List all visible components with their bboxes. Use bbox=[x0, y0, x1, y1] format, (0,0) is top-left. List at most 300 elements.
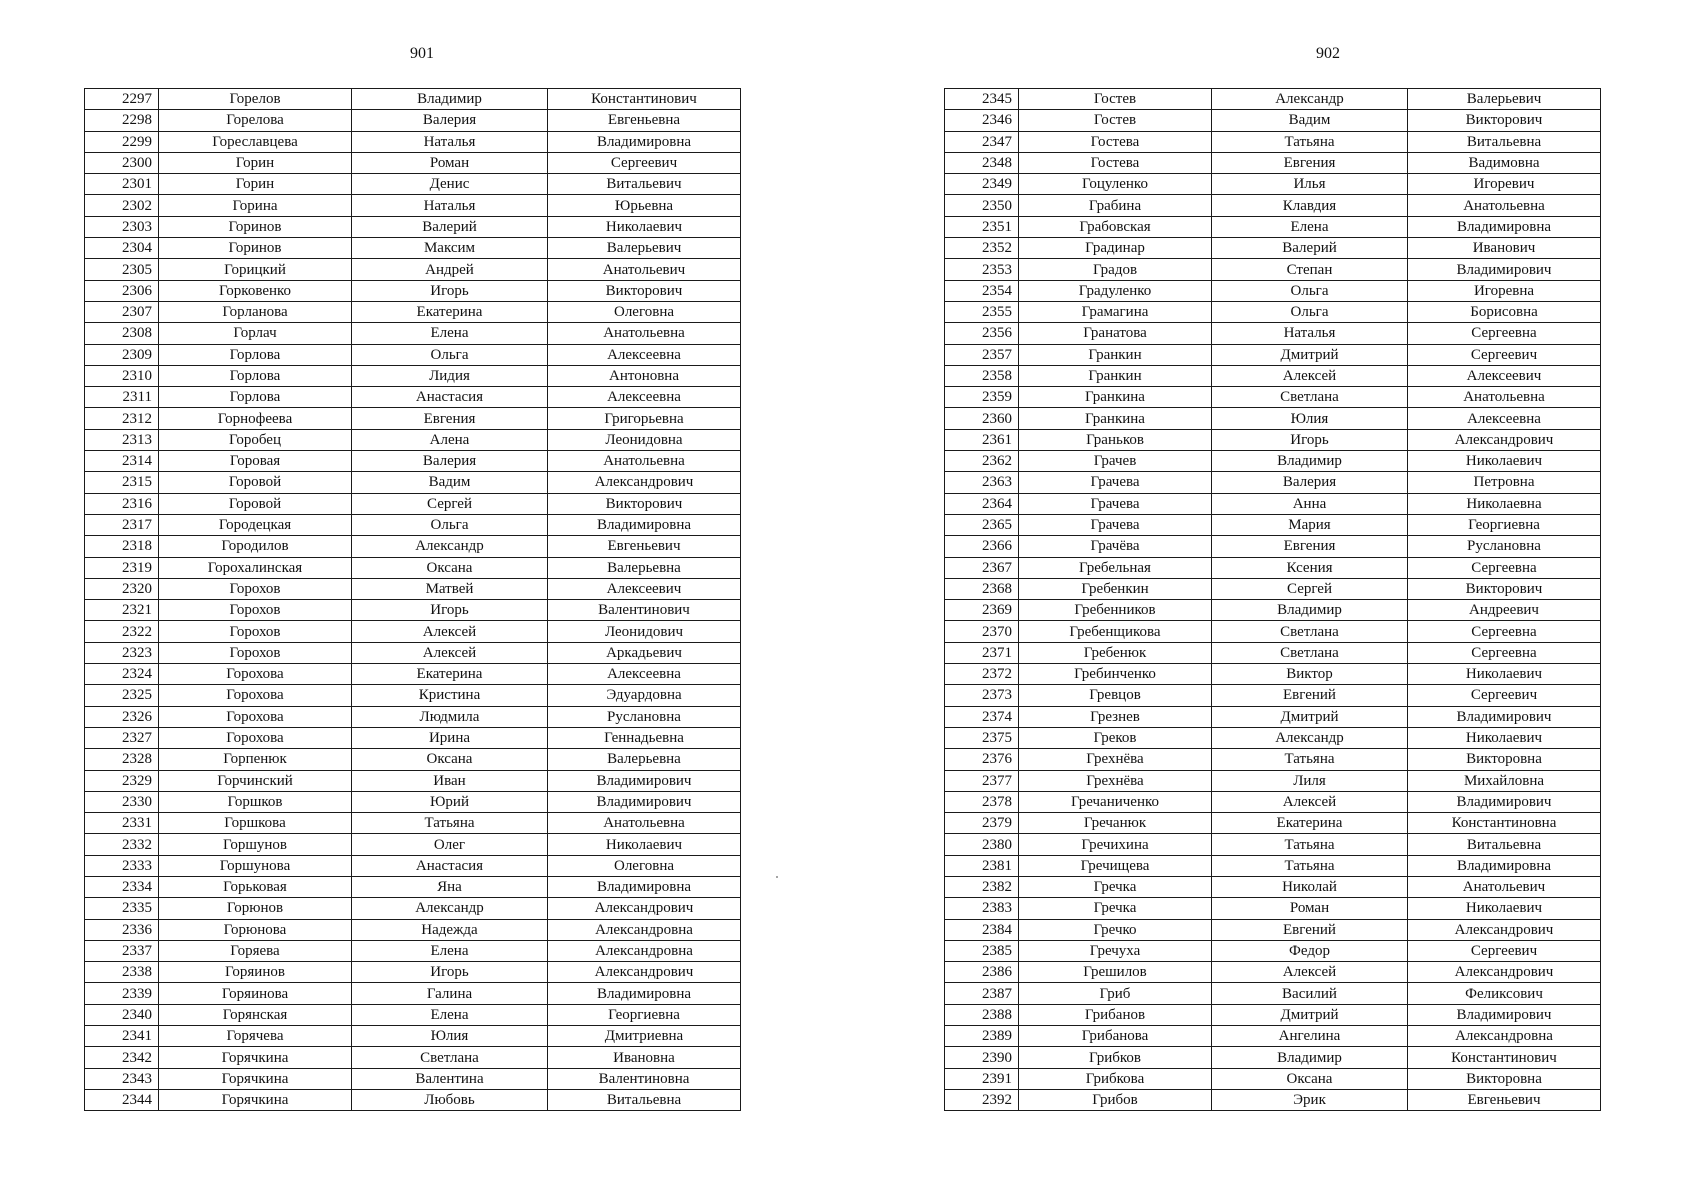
cell-patronymic: Алексеевна bbox=[548, 664, 741, 685]
table-row bbox=[945, 1068, 1601, 1089]
cell-patronymic: Владимировна bbox=[548, 514, 741, 535]
cell-surname: Горянская bbox=[159, 1004, 352, 1025]
table-row bbox=[85, 855, 741, 876]
cell-surname: Грабовская bbox=[1019, 216, 1212, 237]
cell-patronymic: Анатольевна bbox=[1408, 387, 1601, 408]
cell-patronymic: Руслановна bbox=[1408, 536, 1601, 557]
cell-number: 2373 bbox=[945, 685, 1019, 706]
cell-surname: Горохова bbox=[159, 664, 352, 685]
cell-surname: Горчинский bbox=[159, 770, 352, 791]
cell-first-name: Юлия bbox=[352, 1026, 548, 1047]
table-row bbox=[945, 110, 1601, 131]
cell-patronymic: Владимировна bbox=[1408, 216, 1601, 237]
cell-number: 2380 bbox=[945, 834, 1019, 855]
cell-patronymic: Руслановна bbox=[548, 706, 741, 727]
cell-number: 2389 bbox=[945, 1026, 1019, 1047]
cell-first-name: Оксана bbox=[352, 557, 548, 578]
cell-number: 2304 bbox=[85, 238, 159, 259]
cell-first-name: Степан bbox=[1212, 259, 1408, 280]
cell-number: 2339 bbox=[85, 983, 159, 1004]
table-row bbox=[945, 429, 1601, 450]
cell-first-name: Татьяна bbox=[1212, 834, 1408, 855]
cell-patronymic: Ивановна bbox=[548, 1047, 741, 1068]
cell-number: 2381 bbox=[945, 855, 1019, 876]
table-row bbox=[85, 600, 741, 621]
cell-first-name: Кристина bbox=[352, 685, 548, 706]
cell-patronymic: Георгиевна bbox=[1408, 514, 1601, 535]
cell-number: 2298 bbox=[85, 110, 159, 131]
table-row bbox=[945, 514, 1601, 535]
table-row bbox=[85, 195, 741, 216]
cell-number: 2314 bbox=[85, 451, 159, 472]
table-row bbox=[945, 876, 1601, 897]
cell-first-name: Игорь bbox=[352, 962, 548, 983]
cell-surname: Гребельная bbox=[1019, 557, 1212, 578]
cell-surname: Гребинченко bbox=[1019, 664, 1212, 685]
cell-number: 2321 bbox=[85, 600, 159, 621]
table-row bbox=[945, 791, 1601, 812]
table-row bbox=[85, 1068, 741, 1089]
cell-first-name: Ольга bbox=[352, 344, 548, 365]
cell-patronymic: Анатольевич bbox=[1408, 876, 1601, 897]
cell-patronymic: Константиновна bbox=[1408, 813, 1601, 834]
table-row bbox=[945, 451, 1601, 472]
cell-first-name: Светлана bbox=[352, 1047, 548, 1068]
cell-surname: Горохов bbox=[159, 621, 352, 642]
cell-first-name: Александр bbox=[352, 536, 548, 557]
cell-patronymic: Владимировна bbox=[1408, 855, 1601, 876]
cell-patronymic: Сергеевич bbox=[1408, 940, 1601, 961]
cell-surname: Грибанова bbox=[1019, 1026, 1212, 1047]
table-row bbox=[85, 685, 741, 706]
cell-patronymic: Александровна bbox=[548, 919, 741, 940]
table-row bbox=[85, 514, 741, 535]
cell-number: 2356 bbox=[945, 323, 1019, 344]
cell-first-name: Анастасия bbox=[352, 387, 548, 408]
cell-patronymic: Владимировна bbox=[548, 131, 741, 152]
cell-number: 2334 bbox=[85, 876, 159, 897]
cell-surname: Граньков bbox=[1019, 429, 1212, 450]
cell-patronymic: Александрович bbox=[548, 962, 741, 983]
cell-patronymic: Сергеевич bbox=[548, 152, 741, 173]
cell-first-name: Николай bbox=[1212, 876, 1408, 897]
cell-number: 2325 bbox=[85, 685, 159, 706]
cell-number: 2330 bbox=[85, 791, 159, 812]
cell-number: 2320 bbox=[85, 578, 159, 599]
cell-patronymic: Эдуардовна bbox=[548, 685, 741, 706]
table-row bbox=[945, 323, 1601, 344]
cell-number: 2303 bbox=[85, 216, 159, 237]
cell-patronymic: Леонидовна bbox=[548, 429, 741, 450]
cell-patronymic: Антоновна bbox=[548, 365, 741, 386]
table-row bbox=[85, 621, 741, 642]
cell-surname: Гостев bbox=[1019, 89, 1212, 110]
cell-surname: Гречихина bbox=[1019, 834, 1212, 855]
cell-first-name: Александр bbox=[352, 898, 548, 919]
cell-surname: Горланова bbox=[159, 301, 352, 322]
cell-number: 2335 bbox=[85, 898, 159, 919]
cell-patronymic: Александрович bbox=[548, 472, 741, 493]
cell-patronymic: Сергеевич bbox=[1408, 685, 1601, 706]
table-row bbox=[85, 876, 741, 897]
cell-first-name: Ксения bbox=[1212, 557, 1408, 578]
cell-surname: Горшунова bbox=[159, 855, 352, 876]
table-row bbox=[945, 131, 1601, 152]
cell-patronymic: Игоревна bbox=[1408, 280, 1601, 301]
cell-surname: Градинар bbox=[1019, 238, 1212, 259]
table-row bbox=[945, 408, 1601, 429]
cell-patronymic: Анатольевна bbox=[548, 813, 741, 834]
cell-first-name: Евгений bbox=[1212, 685, 1408, 706]
cell-first-name: Наталья bbox=[1212, 323, 1408, 344]
cell-number: 2331 bbox=[85, 813, 159, 834]
cell-first-name: Яна bbox=[352, 876, 548, 897]
roster-table bbox=[944, 88, 1601, 1111]
cell-patronymic: Сергеевна bbox=[1408, 621, 1601, 642]
cell-surname: Городецкая bbox=[159, 514, 352, 535]
cell-first-name: Елена bbox=[1212, 216, 1408, 237]
cell-patronymic: Евгеньевич bbox=[1408, 1089, 1601, 1110]
cell-patronymic: Александрович bbox=[1408, 962, 1601, 983]
table-row bbox=[945, 1004, 1601, 1025]
cell-number: 2300 bbox=[85, 152, 159, 173]
cell-first-name: Евгения bbox=[1212, 536, 1408, 557]
cell-number: 2355 bbox=[945, 301, 1019, 322]
cell-first-name: Оксана bbox=[1212, 1068, 1408, 1089]
cell-surname: Горшунов bbox=[159, 834, 352, 855]
cell-first-name: Татьяна bbox=[352, 813, 548, 834]
table-row bbox=[85, 110, 741, 131]
cell-patronymic: Николаевич bbox=[1408, 664, 1601, 685]
cell-surname: Горшкова bbox=[159, 813, 352, 834]
table-row bbox=[945, 855, 1601, 876]
cell-patronymic: Владимирович bbox=[1408, 791, 1601, 812]
cell-patronymic: Игоревич bbox=[1408, 174, 1601, 195]
cell-number: 2344 bbox=[85, 1089, 159, 1110]
table-row bbox=[85, 89, 741, 110]
cell-patronymic: Валентинович bbox=[548, 600, 741, 621]
table-row bbox=[85, 408, 741, 429]
cell-number: 2388 bbox=[945, 1004, 1019, 1025]
cell-surname: Горпенюк bbox=[159, 749, 352, 770]
table-row bbox=[945, 983, 1601, 1004]
cell-number: 2358 bbox=[945, 365, 1019, 386]
cell-patronymic: Николаевич bbox=[548, 216, 741, 237]
cell-surname: Грачёва bbox=[1019, 536, 1212, 557]
cell-surname: Горохов bbox=[159, 578, 352, 599]
cell-number: 2316 bbox=[85, 493, 159, 514]
cell-patronymic: Александрович bbox=[1408, 919, 1601, 940]
cell-number: 2308 bbox=[85, 323, 159, 344]
cell-first-name: Александр bbox=[1212, 727, 1408, 748]
cell-first-name: Валерия bbox=[352, 110, 548, 131]
table-row bbox=[85, 472, 741, 493]
cell-surname: Горлова bbox=[159, 387, 352, 408]
cell-surname: Горячкина bbox=[159, 1047, 352, 1068]
cell-patronymic: Валентиновна bbox=[548, 1068, 741, 1089]
cell-first-name: Юлия bbox=[1212, 408, 1408, 429]
cell-surname: Горовая bbox=[159, 451, 352, 472]
cell-number: 2376 bbox=[945, 749, 1019, 770]
cell-first-name: Василий bbox=[1212, 983, 1408, 1004]
cell-number: 2341 bbox=[85, 1026, 159, 1047]
cell-surname: Грешилов bbox=[1019, 962, 1212, 983]
cell-number: 2351 bbox=[945, 216, 1019, 237]
cell-patronymic: Викторович bbox=[548, 280, 741, 301]
cell-surname: Гранкин bbox=[1019, 365, 1212, 386]
cell-number: 2369 bbox=[945, 600, 1019, 621]
cell-patronymic: Валерьевич bbox=[548, 238, 741, 259]
cell-surname: Грибов bbox=[1019, 1089, 1212, 1110]
cell-first-name: Клавдия bbox=[1212, 195, 1408, 216]
table-row bbox=[85, 1004, 741, 1025]
cell-number: 2338 bbox=[85, 962, 159, 983]
cell-surname: Гранкина bbox=[1019, 408, 1212, 429]
cell-first-name: Юрий bbox=[352, 791, 548, 812]
cell-first-name: Наталья bbox=[352, 195, 548, 216]
cell-first-name: Ольга bbox=[1212, 301, 1408, 322]
cell-first-name: Дмитрий bbox=[1212, 1004, 1408, 1025]
cell-number: 2390 bbox=[945, 1047, 1019, 1068]
table-row bbox=[85, 813, 741, 834]
cell-surname: Гречка bbox=[1019, 876, 1212, 897]
table-row bbox=[85, 216, 741, 237]
cell-first-name: Игорь bbox=[352, 600, 548, 621]
cell-surname: Греков bbox=[1019, 727, 1212, 748]
cell-patronymic: Григорьевна bbox=[548, 408, 741, 429]
table-row bbox=[945, 621, 1601, 642]
cell-first-name: Мария bbox=[1212, 514, 1408, 535]
cell-surname: Гребенников bbox=[1019, 600, 1212, 621]
table-row bbox=[945, 344, 1601, 365]
page-number: 901 bbox=[410, 45, 434, 62]
cell-first-name: Алексей bbox=[1212, 962, 1408, 983]
cell-first-name: Татьяна bbox=[1212, 749, 1408, 770]
cell-number: 2357 bbox=[945, 344, 1019, 365]
cell-first-name: Анастасия bbox=[352, 855, 548, 876]
cell-surname: Горицкий bbox=[159, 259, 352, 280]
cell-first-name: Владимир bbox=[1212, 600, 1408, 621]
cell-number: 2311 bbox=[85, 387, 159, 408]
cell-number: 2309 bbox=[85, 344, 159, 365]
table-row bbox=[945, 962, 1601, 983]
cell-surname: Горохов bbox=[159, 642, 352, 663]
table-row bbox=[85, 1089, 741, 1110]
cell-number: 2346 bbox=[945, 110, 1019, 131]
cell-number: 2384 bbox=[945, 919, 1019, 940]
cell-patronymic: Валерьевич bbox=[1408, 89, 1601, 110]
cell-surname: Горелов bbox=[159, 89, 352, 110]
table-row bbox=[85, 749, 741, 770]
cell-patronymic: Владимирович bbox=[1408, 1004, 1601, 1025]
table-row bbox=[945, 259, 1601, 280]
table-row bbox=[85, 727, 741, 748]
table-row bbox=[85, 152, 741, 173]
cell-surname: Гранкина bbox=[1019, 387, 1212, 408]
table-row bbox=[85, 536, 741, 557]
cell-first-name: Иван bbox=[352, 770, 548, 791]
table-row bbox=[945, 600, 1601, 621]
cell-first-name: Алексей bbox=[1212, 365, 1408, 386]
cell-patronymic: Аркадьевич bbox=[548, 642, 741, 663]
cell-number: 2301 bbox=[85, 174, 159, 195]
table-row bbox=[945, 238, 1601, 259]
cell-number: 2365 bbox=[945, 514, 1019, 535]
cell-number: 2366 bbox=[945, 536, 1019, 557]
cell-number: 2377 bbox=[945, 770, 1019, 791]
table-row bbox=[945, 642, 1601, 663]
cell-number: 2387 bbox=[945, 983, 1019, 1004]
cell-first-name: Владимир bbox=[1212, 1047, 1408, 1068]
cell-patronymic: Викторович bbox=[1408, 578, 1601, 599]
table-row bbox=[945, 387, 1601, 408]
cell-number: 2391 bbox=[945, 1068, 1019, 1089]
cell-surname: Гречко bbox=[1019, 919, 1212, 940]
cell-first-name: Игорь bbox=[352, 280, 548, 301]
cell-number: 2322 bbox=[85, 621, 159, 642]
cell-patronymic: Евгеньевна bbox=[548, 110, 741, 131]
cell-number: 2385 bbox=[945, 940, 1019, 961]
table-row bbox=[945, 195, 1601, 216]
cell-first-name: Ольга bbox=[352, 514, 548, 535]
table-row bbox=[945, 664, 1601, 685]
table-row bbox=[945, 280, 1601, 301]
cell-number: 2336 bbox=[85, 919, 159, 940]
cell-number: 2350 bbox=[945, 195, 1019, 216]
cell-first-name: Светлана bbox=[1212, 387, 1408, 408]
table-row bbox=[945, 813, 1601, 834]
cell-patronymic: Владимировна bbox=[548, 983, 741, 1004]
cell-first-name: Елена bbox=[352, 1004, 548, 1025]
cell-first-name: Екатерина bbox=[352, 664, 548, 685]
cell-surname: Горлова bbox=[159, 365, 352, 386]
table-row bbox=[945, 216, 1601, 237]
table-row bbox=[85, 664, 741, 685]
cell-patronymic: Олеговна bbox=[548, 301, 741, 322]
table-row bbox=[85, 983, 741, 1004]
cell-surname: Гостева bbox=[1019, 131, 1212, 152]
cell-patronymic: Викторович bbox=[548, 493, 741, 514]
table-row bbox=[85, 301, 741, 322]
cell-number: 2333 bbox=[85, 855, 159, 876]
cell-patronymic: Викторович bbox=[1408, 110, 1601, 131]
table-row bbox=[945, 301, 1601, 322]
table-row bbox=[945, 536, 1601, 557]
cell-number: 2354 bbox=[945, 280, 1019, 301]
cell-surname: Горнофеева bbox=[159, 408, 352, 429]
roster-table-body bbox=[945, 89, 1601, 1111]
cell-patronymic: Георгиевна bbox=[548, 1004, 741, 1025]
cell-first-name: Эрик bbox=[1212, 1089, 1408, 1110]
table-row bbox=[945, 1047, 1601, 1068]
cell-number: 2370 bbox=[945, 621, 1019, 642]
cell-patronymic: Алексеевна bbox=[548, 387, 741, 408]
cell-patronymic: Константинович bbox=[1408, 1047, 1601, 1068]
cell-first-name: Наталья bbox=[352, 131, 548, 152]
cell-number: 2362 bbox=[945, 451, 1019, 472]
cell-number: 2306 bbox=[85, 280, 159, 301]
cell-number: 2297 bbox=[85, 89, 159, 110]
cell-patronymic: Владимирович bbox=[548, 770, 741, 791]
cell-number: 2324 bbox=[85, 664, 159, 685]
cell-number: 2352 bbox=[945, 238, 1019, 259]
cell-patronymic: Александровна bbox=[1408, 1026, 1601, 1047]
cell-patronymic: Витальевна bbox=[1408, 834, 1601, 855]
cell-surname: Горобец bbox=[159, 429, 352, 450]
cell-first-name: Вадим bbox=[1212, 110, 1408, 131]
cell-first-name: Евгения bbox=[1212, 152, 1408, 173]
cell-surname: Горохова bbox=[159, 727, 352, 748]
cell-first-name: Владимир bbox=[352, 89, 548, 110]
cell-surname: Горяева bbox=[159, 940, 352, 961]
cell-surname: Гребенкин bbox=[1019, 578, 1212, 599]
roster-table-body bbox=[85, 89, 741, 1111]
cell-patronymic: Александрович bbox=[1408, 429, 1601, 450]
cell-surname: Горелова bbox=[159, 110, 352, 131]
cell-first-name: Илья bbox=[1212, 174, 1408, 195]
cell-patronymic: Анатольевна bbox=[548, 451, 741, 472]
cell-patronymic: Михайловна bbox=[1408, 770, 1601, 791]
cell-surname: Грачева bbox=[1019, 493, 1212, 514]
table-row bbox=[85, 770, 741, 791]
table-row bbox=[945, 685, 1601, 706]
cell-first-name: Светлана bbox=[1212, 621, 1408, 642]
cell-number: 2328 bbox=[85, 749, 159, 770]
cell-patronymic: Владимировна bbox=[548, 876, 741, 897]
table-row bbox=[945, 727, 1601, 748]
cell-first-name: Роман bbox=[352, 152, 548, 173]
cell-surname: Гревцов bbox=[1019, 685, 1212, 706]
cell-first-name: Алена bbox=[352, 429, 548, 450]
table-row bbox=[85, 131, 741, 152]
cell-surname: Грачева bbox=[1019, 472, 1212, 493]
cell-first-name: Евгений bbox=[1212, 919, 1408, 940]
cell-first-name: Татьяна bbox=[1212, 855, 1408, 876]
cell-first-name: Елена bbox=[352, 940, 548, 961]
cell-surname: Горяинов bbox=[159, 962, 352, 983]
cell-surname: Грибкова bbox=[1019, 1068, 1212, 1089]
cell-surname: Горьковая bbox=[159, 876, 352, 897]
table-row bbox=[945, 940, 1601, 961]
cell-surname: Грачева bbox=[1019, 514, 1212, 535]
cell-surname: Гриб bbox=[1019, 983, 1212, 1004]
cell-first-name: Лиля bbox=[1212, 770, 1408, 791]
cell-number: 2332 bbox=[85, 834, 159, 855]
cell-number: 2323 bbox=[85, 642, 159, 663]
cell-first-name: Валентина bbox=[352, 1068, 548, 1089]
cell-surname: Горохова bbox=[159, 685, 352, 706]
cell-number: 2305 bbox=[85, 259, 159, 280]
cell-number: 2315 bbox=[85, 472, 159, 493]
cell-patronymic: Валерьевна bbox=[548, 557, 741, 578]
cell-surname: Горохов bbox=[159, 600, 352, 621]
cell-patronymic: Олеговна bbox=[548, 855, 741, 876]
cell-patronymic: Николаевич bbox=[1408, 451, 1601, 472]
cell-surname: Гребенюк bbox=[1019, 642, 1212, 663]
cell-number: 2317 bbox=[85, 514, 159, 535]
cell-surname: Грибков bbox=[1019, 1047, 1212, 1068]
cell-surname: Горинов bbox=[159, 216, 352, 237]
cell-surname: Гоцуленко bbox=[1019, 174, 1212, 195]
table-row bbox=[945, 1089, 1601, 1110]
cell-first-name: Галина bbox=[352, 983, 548, 1004]
cell-first-name: Оксана bbox=[352, 749, 548, 770]
cell-surname: Грибанов bbox=[1019, 1004, 1212, 1025]
cell-patronymic: Николаевич bbox=[548, 834, 741, 855]
table-row bbox=[945, 749, 1601, 770]
table-row bbox=[85, 451, 741, 472]
cell-patronymic: Алексеевна bbox=[548, 344, 741, 365]
